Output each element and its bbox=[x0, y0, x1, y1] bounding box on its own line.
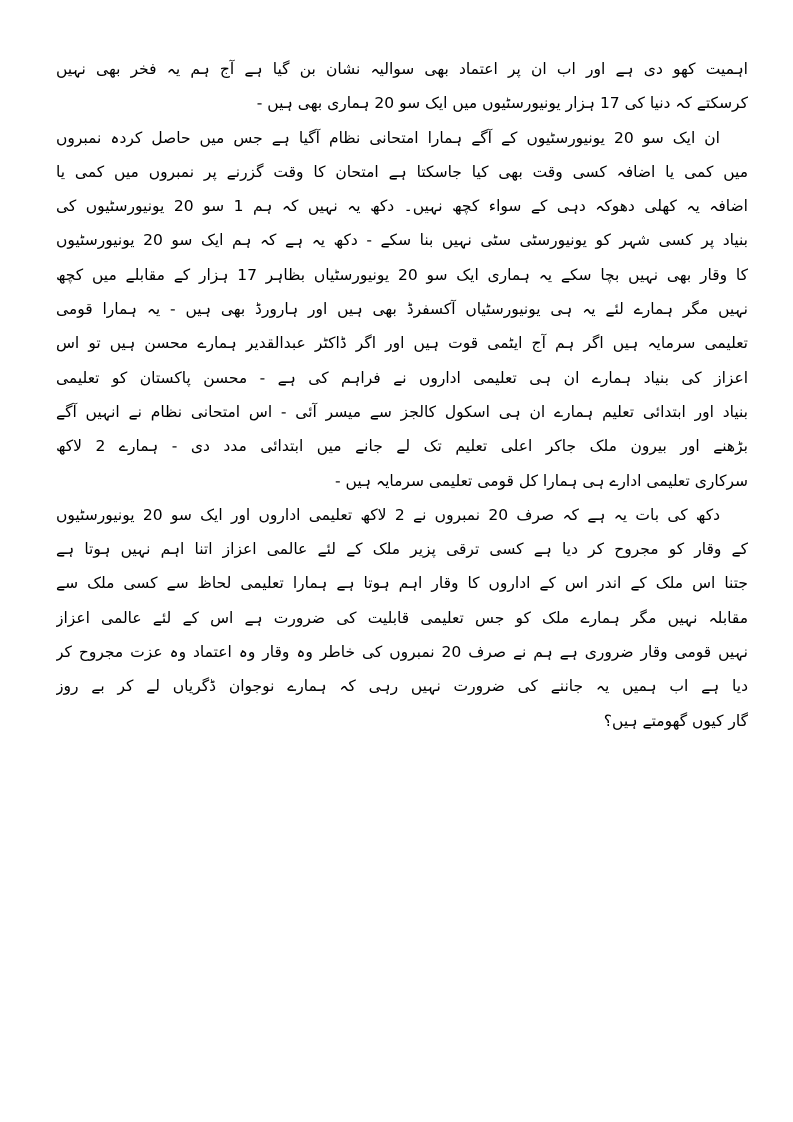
text-line: کرسکتے کہ دنیا کی 17 ہزار یونیورسٹیوں میں ایک سو 20 ہماری بھی ہیں - bbox=[256, 94, 748, 113]
document-page bbox=[56, 52, 748, 738]
text-line: بنیاد پر کسی شہر کو یونیورسٹی سٹی نہیں بنا سکے - دکھ یہ ہے کہ ہم ایک سو 20 یونیورسٹیوں bbox=[56, 231, 748, 250]
text-line: تعلیمی سرمایہ ہیں اگر ہم آج ایٹمی قوت ہیں اور اگر ڈاکٹر عبدالقدیر ہمارے محسن ہیں تو اس bbox=[56, 334, 748, 353]
text-line: ان ایک سو 20 یونیورسٹیوں کے آگے ہمارا امتحانی نظام آگیا ہے جس میں حاصل کردہ نمبروں bbox=[56, 128, 720, 147]
text-line: جتنا اس ملک کے اندر اس کے اداروں کا وقار اہم ہوتا ہے ہمارا تعلیمی لحاظ سے کسی ملک سے bbox=[56, 574, 748, 593]
text-line: مقابلہ نہیں مگر ہمارے ملک کو جس تعلیمی قابلیت کی ضرورت ہے اس کے لئے عالمی اعزاز bbox=[56, 608, 748, 627]
text-line: اہمیت کھو دی ہے اور اب ان پر اعتماد بھی سوالیہ نشان بن گیا ہے آج ہم یہ فخر بھی نہیں bbox=[56, 60, 748, 78]
text-line: نہیں قومی وقار ضروری ہے ہم نے صرف 20 نمبروں کی خاطر وہ وقار وہ اعتماد وہ عزت مجروح کر bbox=[56, 643, 748, 662]
paragraph-2 bbox=[56, 121, 748, 498]
text-line: بنیاد اور ابتدائی تعلیم ہمارے ان ہی اسکول کالجز سے میسر آئی - اس امتحانی نظام نے انہیں آگے bbox=[56, 402, 748, 421]
text-line: کے وقار کو مجروح کر دیا ہے کسی ترقی پزیر ملک کے لئے عالمی اعزاز اتنا اہم نہیں ہوتا ہے bbox=[56, 540, 748, 559]
text-line: سرکاری تعلیمی ادارے ہی ہمارا کل قومی تعلیمی سرمایہ ہیں - bbox=[335, 471, 748, 490]
paragraph-1 bbox=[56, 52, 748, 121]
text-line: نہیں مگر ہمارے لئے یہ ہی یونیورسٹیاں آکسفرڈ بھی ہیں اور ہارورڈ بھی ہیں - یہ ہمارا قومی bbox=[56, 300, 748, 319]
text-line: میں کمی یا اضافہ کسی وقت بھی کیا جاسکتا ہے امتحان کا وقت گزرنے پر نمبروں میں کمی یا bbox=[56, 162, 748, 181]
text-line: اعزاز کی بنیاد ہمارے ان ہی تعلیمی اداروں نے فراہم کی ہے - محسن پاکستان کو تعلیمی bbox=[56, 368, 748, 387]
text-line: دکھ کی بات یہ ہے کہ صرف 20 نمبروں نے 2 لاکھ تعلیمی اداروں اور ایک سو 20 یونیورسٹیوں bbox=[56, 505, 720, 524]
text-line: کا وقار بھی نہیں بچا سکے یہ ہماری ایک سو 20 یونیورسٹیاں بظاہر 17 ہزار کے مقابلے میں کچھ bbox=[56, 265, 748, 284]
text-line: دیا ہے اب ہمیں یہ جاننے کی ضرورت نہیں رہی کہ ہمارے نوجوان ڈگریاں لے کر بے روز bbox=[56, 677, 748, 696]
text-line: اضافہ یہ کھلی دھوکہ دہی کے سواء کچھ نہیں۔ دکھ یہ نہیں کہ ہم 1 سو 20 یونیورسٹیوں کی bbox=[56, 197, 748, 216]
text-line: گار کیوں گھومتے ہیں؟ bbox=[603, 711, 748, 730]
paragraph-3 bbox=[56, 498, 748, 738]
text-line: بڑھنے اور بیرون ملک جاکر اعلی تعلیم تک لے جانے میں ابتدائی مدد دی - ہمارے 2 لاکھ bbox=[56, 437, 748, 456]
